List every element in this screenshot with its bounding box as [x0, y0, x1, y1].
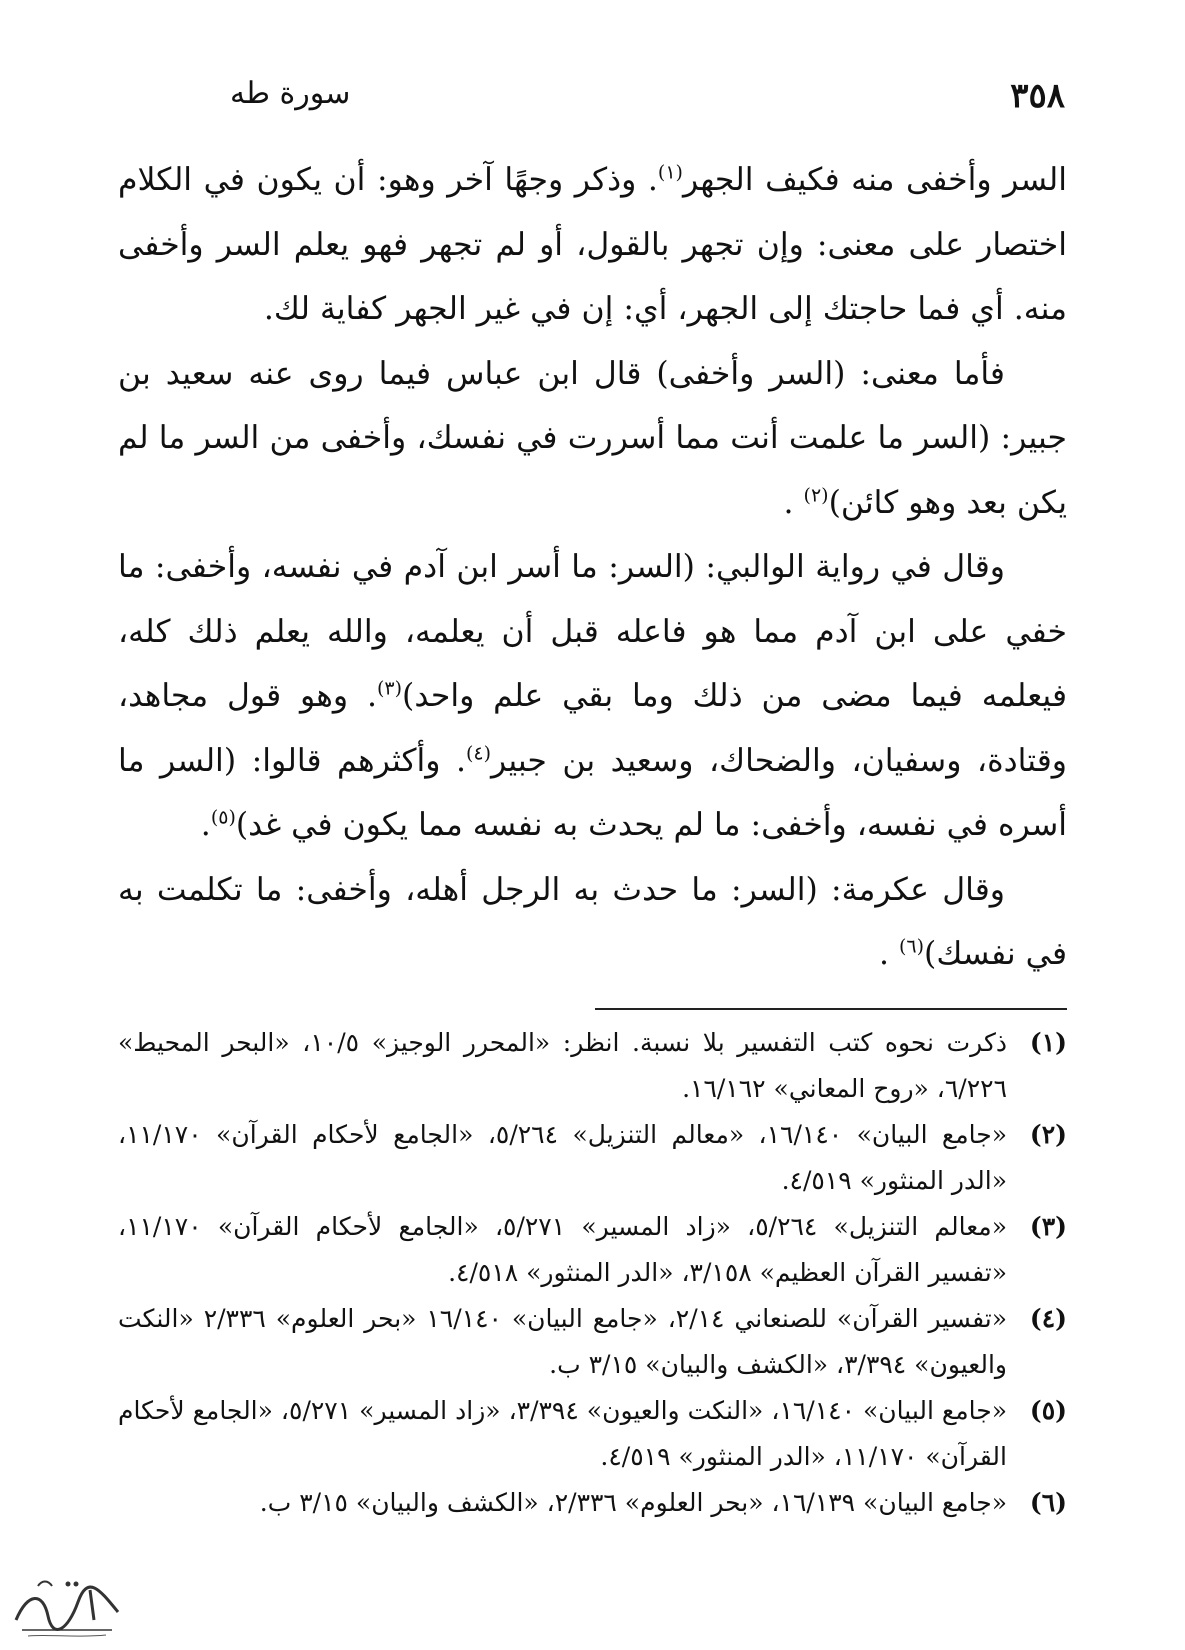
- footnotes: [118, 1020, 1067, 1526]
- footnote-ref-5: (٥): [210, 806, 236, 829]
- footnote-text: ذكرت نحوه كتب التفسير بلا نسبة. انظر: «المحرر الوجيز» ١٠/٥، «البحر المحيط» ٦/٢٢٦، «روح المعاني» ١٦/١٦٢.: [118, 1028, 1007, 1103]
- footnote-text: «جامع البيان» ١٦/١٤٠، «النكت والعيون» ٣/٣٩٤، «زاد المسير» ٥/٢٧١، «الجامع لأحكام القرآن» ١١/١٧٠، «الدر المنثور» ٤/٥١٩.: [118, 1396, 1007, 1471]
- paragraph-1: [118, 148, 1067, 342]
- paragraph-3-text-b: . وهو قول مجاهد، وقتادة، وسفيان، والضحاك، وسعيد بن جبير: [118, 678, 1067, 779]
- footnote-number: (٤): [1029, 1304, 1067, 1333]
- paragraph-4-text: وقال عكرمة: (السر: ما حدث به الرجل أهله، وأخفى: ما تكلمت به في نفسك): [118, 871, 1067, 972]
- footnote-number: (١): [1029, 1028, 1067, 1057]
- footnote-text: «معالم التنزيل» ٥/٢٦٤، «زاد المسير» ٥/٢٧١، «الجامع لأحكام القرآن» ١١/١٧٠، «تفسير القرآن العظيم» ٣/١٥٨، «الدر المنثور» ٤/٥١٨.: [118, 1212, 1007, 1287]
- paragraph-1-rest: . وذكر وجهًا آخر وهو: أن يكون في الكلام اختصار على معنى: وإن تجهر بالقول، أو لم تجهر فهو يعلم السر وأخفى منه. أي فما حاجتك إلى الجهر، أي: إن في غير الجهر كفاية لك.: [118, 162, 1067, 327]
- page-header: [120, 70, 1065, 120]
- paragraph-1-text: السر وأخفى منه فكيف الجهر: [682, 162, 1067, 198]
- watermark-logo-icon: [8, 1572, 126, 1642]
- main-text: [118, 148, 1067, 987]
- footnote-ref-4: (٤): [465, 742, 492, 764]
- footnote-number: (٢): [1029, 1120, 1067, 1149]
- footnote-6: [118, 1480, 1067, 1526]
- paragraph-2-text: فأما معنى: (السر وأخفى) قال ابن عباس فيما روى عنه سعيد بن جبير: (السر ما علمت أنت مما أسررت في نفسك، وأخفى من السر ما لم يكن بعد وهو كائن): [118, 355, 1067, 521]
- footnote-ref-1: (١): [657, 161, 683, 184]
- footnote-number: (٥): [1029, 1396, 1067, 1425]
- paragraph-3-text-a: وقال في رواية الوالبي: (السر: ما أسر ابن آدم في نفسه، وأخفى: ما خفي على ابن آدم مما هو فاعله قبل أن يعلمه، والله يعلم ذلك كله، فيعلمه فيما مضى من ذلك وما بقي علم واحد): [118, 549, 1067, 714]
- footnote-separator: [595, 1008, 1067, 1010]
- paragraph-2-rest: .: [783, 484, 794, 521]
- footnote-number: (٣): [1029, 1212, 1067, 1241]
- footnote-ref-6: (٦): [898, 935, 925, 958]
- footnote-text: «جامع البيان» ١٦/١٣٩، «بحر العلوم» ٢/٣٣٦، «الكشف والبيان» ٣/١٥ ب.: [259, 1488, 1007, 1517]
- paragraph-3-rest: .: [200, 807, 211, 843]
- paragraph-3-text-c: . وأكثرهم قالوا: (السر ما أسره في نفسه، وأخفى: ما لم يحدث به نفسه مما يكون في غد): [118, 742, 1067, 843]
- footnote-1: [118, 1020, 1067, 1112]
- paragraph-3: [118, 535, 1067, 858]
- footnote-4: [118, 1296, 1067, 1388]
- paragraph-2: [118, 342, 1067, 536]
- footnote-ref-2: (٢): [803, 484, 829, 506]
- paragraph-4: [118, 858, 1067, 987]
- footnote-5: [118, 1388, 1067, 1480]
- footnote-3: [118, 1204, 1067, 1296]
- footnote-text: «تفسير القرآن» للصنعاني ٢/١٤، «جامع البيان» ١٦/١٤٠ «بحر العلوم» ٢/٣٣٦ «النكت والعيون» ٣/٣٩٤، «الكشف والبيان» ٣/١٥ ب.: [118, 1304, 1007, 1379]
- page-number: ٣٥٨: [1010, 76, 1065, 116]
- footnote-ref-3: (٣): [376, 677, 403, 700]
- running-title: سورة طه: [230, 76, 351, 111]
- paragraph-4-rest: .: [878, 936, 889, 972]
- footnote-2: [118, 1112, 1067, 1204]
- footnote-text: «جامع البيان» ١٦/١٤٠، «معالم التنزيل» ٥/٢٦٤، «الجامع لأحكام القرآن» ١١/١٧٠، «الدر المنثور» ٤/٥١٩.: [118, 1120, 1007, 1195]
- footnote-number: (٦): [1029, 1488, 1067, 1517]
